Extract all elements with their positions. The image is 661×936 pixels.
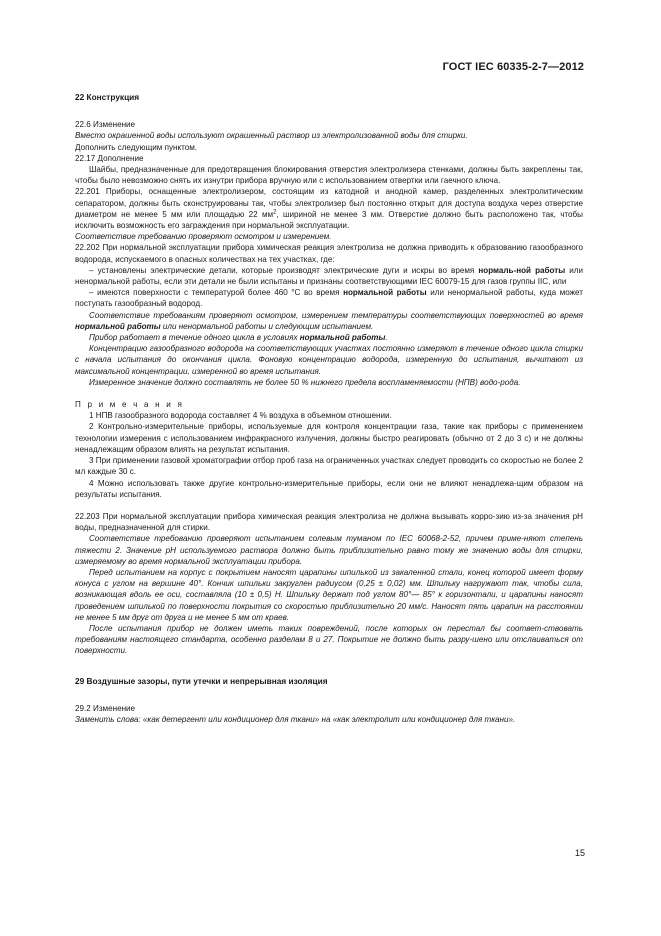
clause-22-6-heading: 22.6 Изменение <box>75 120 136 130</box>
clause-22-203-text: 22.203 При нормальной эксплуатации прибора химическая реакция электролиза не должна вызывать корро-зию из-за значения pH воды, предназначенной для стирки. <box>75 511 583 533</box>
note-4: 4 Можно использовать также другие контрольно-измерительные приборы, если они не влияют ненадлежа-щим образом на результаты испытания. <box>75 478 583 499</box>
document-body <box>75 92 583 725</box>
note-3: 3 При применении газовой хроматографии отбор проб газа на ограниченных участках следует проводить со скоростью не более 2 мл каждые 30 с. <box>75 456 583 477</box>
section-29-title: 29 Воздушные зазоры, пути утечки и непрерывная изоляция <box>75 675 328 686</box>
clause-22-202-run: Прибор работает в течение одного цикла в условиях нормальной работы. <box>89 333 388 343</box>
page-number: 15 <box>574 848 585 858</box>
clause-22-201-text: 22.201 Приборы, оснащенные электролизером, состоящим из катодной и анодной камер, разделенных электролитическим сепаратором, должны быть сконструированы так, чтобы электролизер был постоянно открыт для доступа воздуха через отверстие диаметром не менее 5 мм или площадью 22 $мм^2$, шириной не менее 3 мм. Отверстие должно быть расположено так, чтобы исключить возможность его заграждения при нормальной эксплуатации. <box>75 187 584 231</box>
notes-heading: П р и м е ч а н и я <box>75 400 185 410</box>
clause-22-202-limit: Измеренное значение должно составлять не более 50 % нижнего предела воспламеняемости (НПВ) водо-рода. <box>89 377 521 387</box>
document-header: ГОСТ IEC 60335-2-7—2012 <box>442 61 584 73</box>
clause-22-6-addition: Дополнить следующим пунктом. <box>75 142 198 152</box>
note-2: 2 Контрольно-измерительные приборы, используемые для контроля концентрации газа, такие как приборы с применением технологии измерения с использованием инфракрасного излучения, должны быстро реагировать (обычно от 2 до 3 с) и не должны ненадлежащим образом влиять на результат испытания. <box>75 422 583 454</box>
clause-22-202-bullet-1: – установлены электрические детали, которые производят электрические дуги и искры во время нормаль-ной работы или ненормальной работы, если эти детали не были испытаны и признаны соответствующими IEC 60079-15 для газов группы IIC, или <box>75 265 584 287</box>
clause-22-203-after-test: После испытания прибор не должен иметь таких повреждений, после которых он перестал бы соответ-ствовать требованиям настоящего стандарта, особенно разделам 8 и 27. Покрытие не должно быть разру-шено или отслаиваться от поверхности. <box>75 623 583 656</box>
clause-22-202-bullet-2: – имеются поверхности с температурой более 460 °C во время нормальной работы или ненормальной работы, куда может поступать газообразный водород. <box>75 288 583 309</box>
clause-22-203-check: Соответствие требованию проверяют испытанием солевым туманом по IEC 60068-2-52, причем приме-няют степень тяжести 2. Значение pH используемого раствора должно быть приблизительно равно тому же значению воды для стирки, измеряемому во время нормальной эксплуатации прибора. <box>75 534 583 566</box>
clause-22-17-heading: 22.17 Дополнение <box>75 153 144 163</box>
clause-22-6-text: Вместо окрашенной воды используют окрашенный раствор из электролизованной воды для стирки. <box>75 131 468 141</box>
section-22-title: 22 Конструкция <box>75 92 140 102</box>
clause-22-203-before-test: Перед испытанием на корпус с покрытием наносят царапины шпилькой из закаленной стали, конец которой имеет форму конуса с углом на вершине 40°. Кончик шпильки закруглен радиусом (0,25 ± 0,02) мм. Шпильку нагружают так, чтобы сила, возникающая вдоль ее оси, составляла (10 ± 0,5) Н. Шпильку держат под углом 80°— 85° к горизонтали, и царапины наносят проведением шпилькой по поверхности покрытия со скоростью приблизительно 20 мм/с. Наносят пять царапин на расстоянии не менее 5 мм друг от друга и не менее 5 мм от краев. <box>75 567 583 622</box>
clause-29-2-text: Заменить слова: «как детергент или кондиционер для ткани» на «как электролит или кондиционер для ткани». <box>75 714 516 724</box>
note-1: 1 НПВ газообразного водорода составляет 4 % воздуха в объемном отношении. <box>89 411 392 421</box>
clause-22-202-concentration: Концентрацию газообразного водорода на соответствующих участках постоянно измеряют в течение одного цикла стирки с начала испытания до окончания цикла. Фоновую концентрацию водорода, измеренную до испытания, вычитают из максимальной концентрации, измеренной во время испытания. <box>75 344 583 376</box>
clause-22-202-check: Соответствие требованиям проверяют осмотром, измерением температуры соответствующих поверхностей во время нормальной работы или ненормальной работы и следующим испытанием. <box>75 310 583 331</box>
clause-29-2-heading: 29.2 Изменение <box>75 703 136 713</box>
clause-22-202-text: 22.202 При нормальной эксплуатации прибора химическая реакция электролиза не должна приводить к образованию газообразного водорода, испускаемого в опасных количествах на тех участках, где: <box>75 243 583 264</box>
clause-22-17-text: Шайбы, предназначенные для предотвращения блокирования отверстия электролизера стенками, должны быть закреплены так, чтобы было невозможно снять их изнутри прибора вручную или с использованием отвертки или гаечного ключа. <box>75 165 583 186</box>
clause-22-201-check: Соответствие требованию проверяют осмотром и измерением. <box>75 232 332 242</box>
